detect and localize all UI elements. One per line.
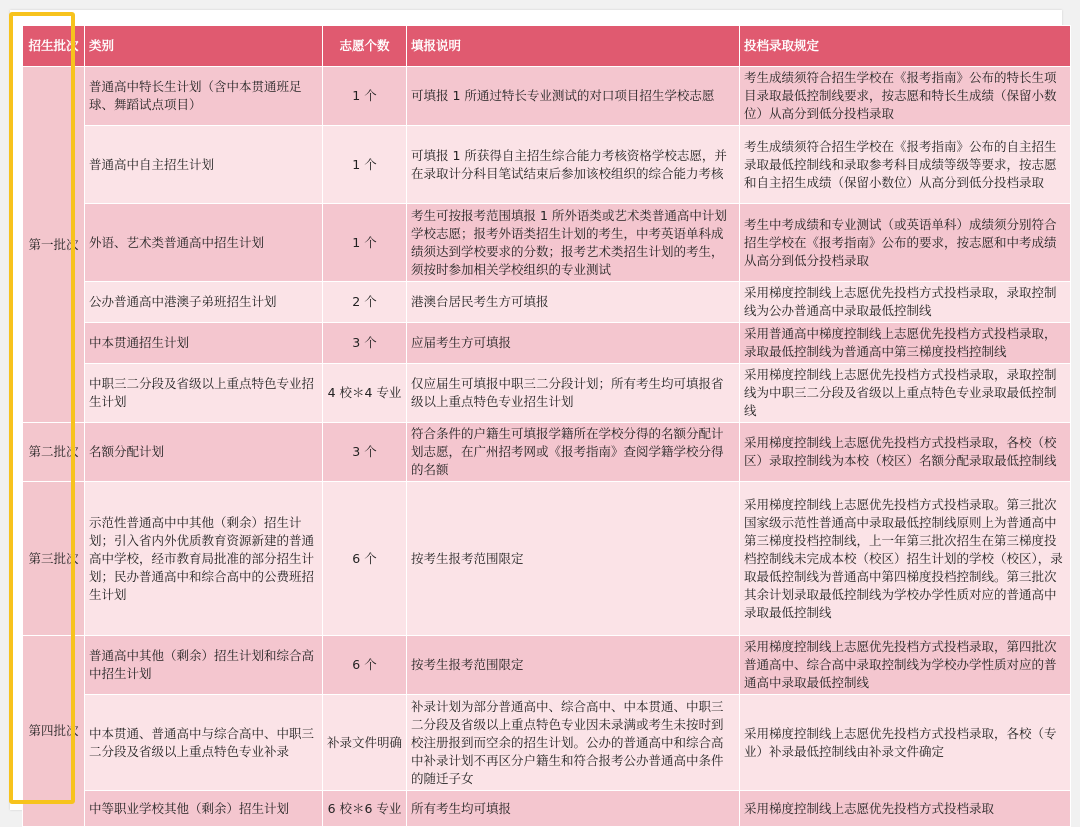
rule-cell: 采用梯度控制线上志愿优先投档方式投档录取，录取控制线为中职三二分段及省级以上重点特色专业录取最低控制线 — [740, 364, 1071, 423]
count-cell: 1 个 — [323, 204, 407, 282]
category-cell: 普通高中自主招生计划 — [85, 126, 323, 204]
header-row — [23, 26, 1071, 67]
count-cell: 2 个 — [323, 282, 407, 323]
admission-table — [22, 25, 1071, 827]
batch-cell: 第二批次 — [23, 423, 85, 482]
note-cell: 补录计划为部分普通高中、综合高中、中本贯通、中职三二分段及省级以上重点特色专业因未录满或考生未按时到校注册报到而空余的招生计划。公办的普通高中和综合高中补录计划不再区分户籍生和符合报考公办普通高中条件的随迁子女 — [407, 695, 740, 791]
rule-cell: 采用普通高中梯度控制线上志愿优先投档方式投档录取，录取最低控制线为普通高中第三梯度投档控制线 — [740, 323, 1071, 364]
table-row — [23, 282, 1071, 323]
category-cell: 外语、艺术类普通高中招生计划 — [85, 204, 323, 282]
note-cell: 港澳台居民考生方可填报 — [407, 282, 740, 323]
header-note: 填报说明 — [407, 26, 740, 67]
note-cell: 可填报 1 所获得自主招生综合能力考核资格学校志愿，并在录取计分科目笔试结束后参加该校组织的综合能力考核 — [407, 126, 740, 204]
rule-cell: 考生成绩须符合招生学校在《报考指南》公布的特长生项目录取最低控制线要求，按志愿和特长生成绩（保留小数位）从高分到低分投档录取 — [740, 67, 1071, 126]
note-cell: 考生可按报考范围填报 1 所外语类或艺术类普通高中计划学校志愿；报考外语类招生计划的考生，中考英语单科成绩须达到学校要求的分数；报考艺术类招生计划的考生，须按时参加相关学校组织的专业测试 — [407, 204, 740, 282]
table-row — [23, 323, 1071, 364]
table-row — [23, 67, 1071, 126]
note-cell: 所有考生均可填报 — [407, 791, 740, 827]
header-category: 类别 — [85, 26, 323, 67]
count-cell: 4 校＊4 专业 — [323, 364, 407, 423]
category-cell: 中本贯通招生计划 — [85, 323, 323, 364]
rule-cell: 考生中考成绩和专业测试（或英语单科）成绩须分别符合招生学校在《报考指南》公布的要求，按志愿和中考成绩从高分到低分投档录取 — [740, 204, 1071, 282]
note-cell: 符合条件的户籍生可填报学籍所在学校分得的名额分配计划志愿，在广州招考网或《报考指南》查阅学籍学校分得的名额 — [407, 423, 740, 482]
note-cell: 按考生报考范围限定 — [407, 482, 740, 636]
rule-cell: 采用梯度控制线上志愿优先投档方式投档录取，录取控制线为公办普通高中录取最低控制线 — [740, 282, 1071, 323]
count-cell: 补录文件明确 — [323, 695, 407, 791]
header-rule: 投档录取规定 — [740, 26, 1071, 67]
note-cell: 按考生报考范围限定 — [407, 636, 740, 695]
batch-cell: 第三批次 — [23, 482, 85, 636]
table-row — [23, 695, 1071, 791]
batch-cell: 第四批次 — [23, 636, 85, 827]
count-cell: 6 个 — [323, 482, 407, 636]
table-row — [23, 423, 1071, 482]
category-cell: 中职三二分段及省级以上重点特色专业招生计划 — [85, 364, 323, 423]
count-cell: 3 个 — [323, 423, 407, 482]
count-cell: 6 个 — [323, 636, 407, 695]
category-cell: 普通高中特长生计划（含中本贯通班足球、舞蹈试点项目） — [85, 67, 323, 126]
count-cell: 1 个 — [323, 67, 407, 126]
rule-cell: 采用梯度控制线上志愿优先投档方式投档录取，第四批次普通高中、综合高中录取控制线为学校办学性质对应的普通高中录取最低控制线 — [740, 636, 1071, 695]
rule-cell: 采用梯度控制线上志愿优先投档方式投档录取，各校（专业）补录最低控制线由补录文件确定 — [740, 695, 1071, 791]
category-cell: 普通高中其他（剩余）招生计划和综合高中招生计划 — [85, 636, 323, 695]
document-sheet — [10, 10, 1063, 816]
category-cell: 中等职业学校其他（剩余）招生计划 — [85, 791, 323, 827]
rule-cell: 采用梯度控制线上志愿优先投档方式投档录取。第三批次国家级示范性普通高中录取最低控制线原则上为普通高中第三梯度投档控制线，上一年第三批次招生在第三梯度投档控制线未完成本校（校区）招生计划的学校（校区），录取最低控制线为普通高中第四梯度投档控制线。第三批次其余计划录取最低控制线为学校办学性质对应的普通高中录取最低控制线 — [740, 482, 1071, 636]
category-cell: 公办普通高中港澳子弟班招生计划 — [85, 282, 323, 323]
header-count: 志愿个数 — [323, 26, 407, 67]
rule-cell: 采用梯度控制线上志愿优先投档方式投档录取 — [740, 791, 1071, 827]
table-row — [23, 482, 1071, 636]
table-row — [23, 636, 1071, 695]
category-cell: 名额分配计划 — [85, 423, 323, 482]
header-batch: 招生批次 — [23, 26, 85, 67]
batch-cell: 第一批次 — [23, 67, 85, 423]
rule-cell: 考生成绩须符合招生学校在《报考指南》公布的自主招生录取最低控制线和录取参考科目成绩等级等要求，按志愿和自主招生成绩（保留小数位）从高分到低分投档录取 — [740, 126, 1071, 204]
note-cell: 仅应届生可填报中职三二分段计划；所有考生均可填报省级以上重点特色专业招生计划 — [407, 364, 740, 423]
category-cell: 中本贯通、普通高中与综合高中、中职三二分段及省级以上重点特色专业补录 — [85, 695, 323, 791]
table-row — [23, 126, 1071, 204]
table-row — [23, 364, 1071, 423]
note-cell: 应届考生方可填报 — [407, 323, 740, 364]
note-cell: 可填报 1 所通过特长专业测试的对口项目招生学校志愿 — [407, 67, 740, 126]
table-row — [23, 204, 1071, 282]
count-cell: 1 个 — [323, 126, 407, 204]
count-cell: 6 校＊6 专业 — [323, 791, 407, 827]
count-cell: 3 个 — [323, 323, 407, 364]
rule-cell: 采用梯度控制线上志愿优先投档方式投档录取，各校（校区）录取控制线为本校（校区）名额分配录取最低控制线 — [740, 423, 1071, 482]
category-cell: 示范性普通高中中其他（剩余）招生计划；引入省内外优质教育资源新建的普通高中学校，经市教育局批准的部分招生计划；民办普通高中和综合高中的公费班招生计划 — [85, 482, 323, 636]
table-row — [23, 791, 1071, 827]
